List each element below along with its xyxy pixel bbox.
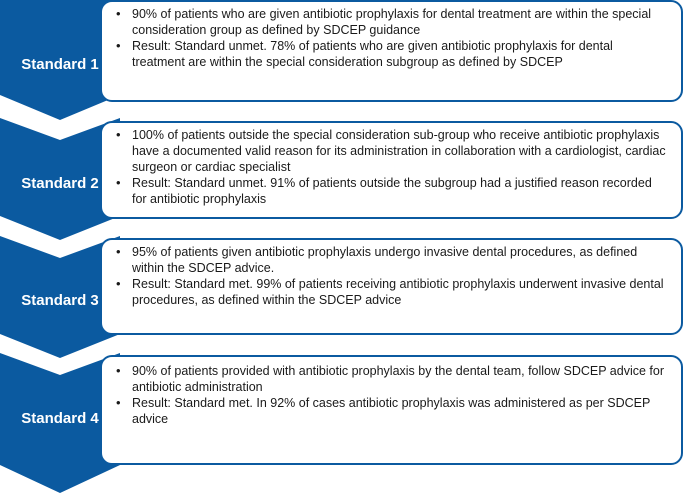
- standard-label-4: Standard 4: [21, 410, 99, 427]
- standard-1-bullet-1: • 90% of patients who are given antibiotic prophylaxis for dental treatment are within the special consideration group as defined by SDCEP guidance: [110, 6, 669, 38]
- standard-4-bullet-1: • 90% of patients provided with antibiotic prophylaxis by the dental team, follow SDCEP advice for antibiotic administration: [110, 363, 669, 395]
- standard-row-3: [0, 236, 685, 356]
- standard-box-4: [100, 355, 683, 465]
- standard-row-4: [0, 353, 685, 493]
- standard-row-1: [0, 0, 685, 120]
- standard-label-3: Standard 3: [21, 292, 99, 309]
- standard-2-bullet-2: • Result: Standard unmet. 91% of patients outside the subgroup had a justified reason recorded for antibiotic prophylaxis: [110, 175, 669, 207]
- standard-box-1: [100, 0, 683, 102]
- standard-4-bullet-2: • Result: Standard met. In 92% of cases antibiotic prophylaxis was administered as per SDCEP advice: [110, 395, 669, 427]
- standard-label-2: Standard 2: [21, 175, 99, 192]
- standard-2-bullet-1: • 100% of patients outside the special consideration sub-group who receive antibiotic prophylaxis have a documented valid reason for its administration in collaboration with a cardiologist, cardiac surgeon or cardiac specialist: [110, 127, 669, 175]
- standard-3-bullet-1: • 95% of patients given antibiotic prophylaxis undergo invasive dental procedures, as defined within the SDCEP advice.: [110, 244, 669, 276]
- standard-box-3: [100, 238, 683, 335]
- standard-3-bullet-2: • Result: Standard met. 99% of patients receiving antibiotic prophylaxis underwent invasive dental procedures, as defined within the SDCEP advice: [110, 276, 669, 308]
- standard-box-2: [100, 121, 683, 219]
- standard-1-bullet-2: • Result: Standard unmet. 78% of patients who are given antibiotic prophylaxis for dental treatment are within the special consideration subgroup as defined by SDCEP: [110, 38, 669, 70]
- standard-label-1: Standard 1: [21, 56, 99, 73]
- standard-row-2: [0, 118, 685, 238]
